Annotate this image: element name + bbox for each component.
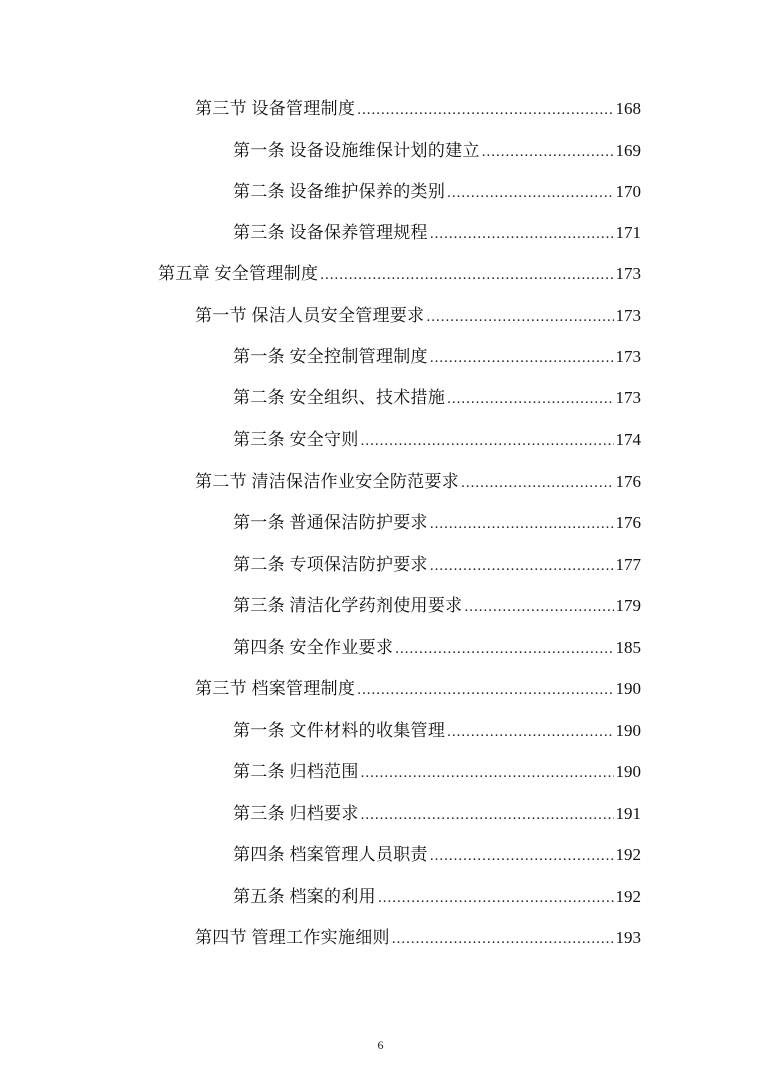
toc-entry-title: 第二条 归档范围 bbox=[233, 762, 359, 781]
toc-entry-title: 第四条 安全作业要求 bbox=[233, 638, 394, 657]
toc-entry[interactable] bbox=[233, 346, 641, 369]
leader-dots bbox=[482, 141, 614, 163]
toc-entry[interactable] bbox=[233, 554, 641, 577]
toc-entry-page: 170 bbox=[615, 182, 641, 201]
toc-entry[interactable] bbox=[233, 761, 641, 784]
leader-dots bbox=[447, 721, 613, 743]
toc-entry-title: 第二条 专项保洁防护要求 bbox=[233, 555, 428, 574]
toc-entry-title: 第二节 清洁保洁作业安全防范要求 bbox=[195, 472, 460, 491]
toc-entry[interactable] bbox=[233, 222, 641, 245]
toc-entry-page: 173 bbox=[615, 347, 641, 366]
toc-entry[interactable] bbox=[195, 471, 641, 494]
toc-entry[interactable] bbox=[195, 305, 641, 328]
toc-entry-title: 第三条 清洁化学药剂使用要求 bbox=[233, 596, 463, 615]
toc-entry-page: 173 bbox=[615, 388, 641, 407]
toc-entry-page: 193 bbox=[615, 928, 641, 947]
toc-entry[interactable] bbox=[233, 886, 641, 909]
toc-entry-title: 第一条 安全控制管理制度 bbox=[233, 347, 428, 366]
leader-dots bbox=[447, 182, 613, 204]
toc-entry-title: 第二条 设备维护保养的类别 bbox=[233, 182, 446, 201]
toc-entry-title: 第四条 档案管理人员职责 bbox=[233, 845, 428, 864]
leader-dots bbox=[464, 596, 613, 618]
toc-entry[interactable] bbox=[233, 387, 641, 410]
toc-entry-page: 174 bbox=[615, 430, 641, 449]
leader-dots bbox=[430, 223, 614, 245]
toc-entry-page: 190 bbox=[615, 679, 641, 698]
leader-dots bbox=[378, 887, 614, 909]
toc-entry-title: 第三节 档案管理制度 bbox=[195, 679, 356, 698]
toc-entry-title: 第一条 设备设施维保计划的建立 bbox=[233, 141, 480, 160]
toc-entry-title: 第一条 文件材料的收集管理 bbox=[233, 721, 446, 740]
toc-entry-title: 第二条 安全组织、技术措施 bbox=[233, 388, 446, 407]
leader-dots bbox=[426, 306, 613, 328]
toc-entry[interactable] bbox=[195, 98, 641, 121]
toc-entry[interactable] bbox=[233, 720, 641, 743]
toc-entry-title: 第一条 普通保洁防护要求 bbox=[233, 513, 428, 532]
toc-entry-page: 169 bbox=[615, 141, 641, 160]
leader-dots bbox=[447, 388, 613, 410]
toc-entry-page: 190 bbox=[615, 721, 641, 740]
toc-entry-page: 171 bbox=[615, 223, 641, 242]
toc-entry-page: 168 bbox=[615, 99, 641, 118]
toc-entry-page: 179 bbox=[615, 596, 641, 615]
toc-entry[interactable] bbox=[233, 803, 641, 826]
toc-entry-page: 192 bbox=[615, 845, 641, 864]
toc-entry[interactable] bbox=[233, 140, 641, 163]
toc-entry-title: 第三条 归档要求 bbox=[233, 804, 359, 823]
toc-entry[interactable] bbox=[233, 181, 641, 204]
toc-entry[interactable] bbox=[233, 637, 641, 660]
toc-entry-title: 第四节 管理工作实施细则 bbox=[195, 928, 390, 947]
toc-entry[interactable] bbox=[233, 429, 641, 452]
toc-entry-title: 第五条 档案的利用 bbox=[233, 887, 376, 906]
leader-dots bbox=[392, 928, 614, 950]
toc-entry[interactable] bbox=[233, 595, 641, 618]
toc-entry-page: 176 bbox=[615, 513, 641, 532]
toc-entry-page: 176 bbox=[615, 472, 641, 491]
toc-entry[interactable] bbox=[158, 263, 641, 286]
toc-entry-title: 第一节 保洁人员安全管理要求 bbox=[195, 306, 425, 325]
leader-dots bbox=[461, 472, 613, 494]
toc-entry-page: 173 bbox=[615, 264, 641, 283]
toc-entry-title: 第五章 安全管理制度 bbox=[158, 264, 319, 283]
toc-entry-title: 第三节 设备管理制度 bbox=[195, 99, 356, 118]
leader-dots bbox=[357, 679, 613, 701]
leader-dots bbox=[395, 638, 613, 660]
toc-entry[interactable] bbox=[195, 678, 641, 701]
leader-dots bbox=[361, 430, 614, 452]
leader-dots bbox=[430, 555, 614, 577]
leader-dots bbox=[430, 845, 614, 867]
toc-entry-title: 第三条 设备保养管理规程 bbox=[233, 223, 428, 242]
leader-dots bbox=[320, 264, 613, 286]
leader-dots bbox=[430, 513, 614, 535]
toc-entry-page: 177 bbox=[615, 555, 641, 574]
toc-entry[interactable] bbox=[195, 927, 641, 950]
leader-dots bbox=[357, 99, 613, 121]
toc-entry[interactable] bbox=[233, 512, 641, 535]
toc-entry-page: 185 bbox=[615, 638, 641, 657]
toc-entry-page: 192 bbox=[615, 887, 641, 906]
leader-dots bbox=[361, 804, 614, 826]
page-number: 6 bbox=[377, 1038, 384, 1052]
toc-entry[interactable] bbox=[233, 844, 641, 867]
leader-dots bbox=[361, 762, 614, 784]
toc-entry-page: 173 bbox=[615, 306, 641, 325]
leader-dots bbox=[430, 347, 614, 369]
toc-entry-title: 第三条 安全守则 bbox=[233, 430, 359, 449]
toc-entry-page: 191 bbox=[615, 804, 641, 823]
toc-entry-page: 190 bbox=[615, 762, 641, 781]
